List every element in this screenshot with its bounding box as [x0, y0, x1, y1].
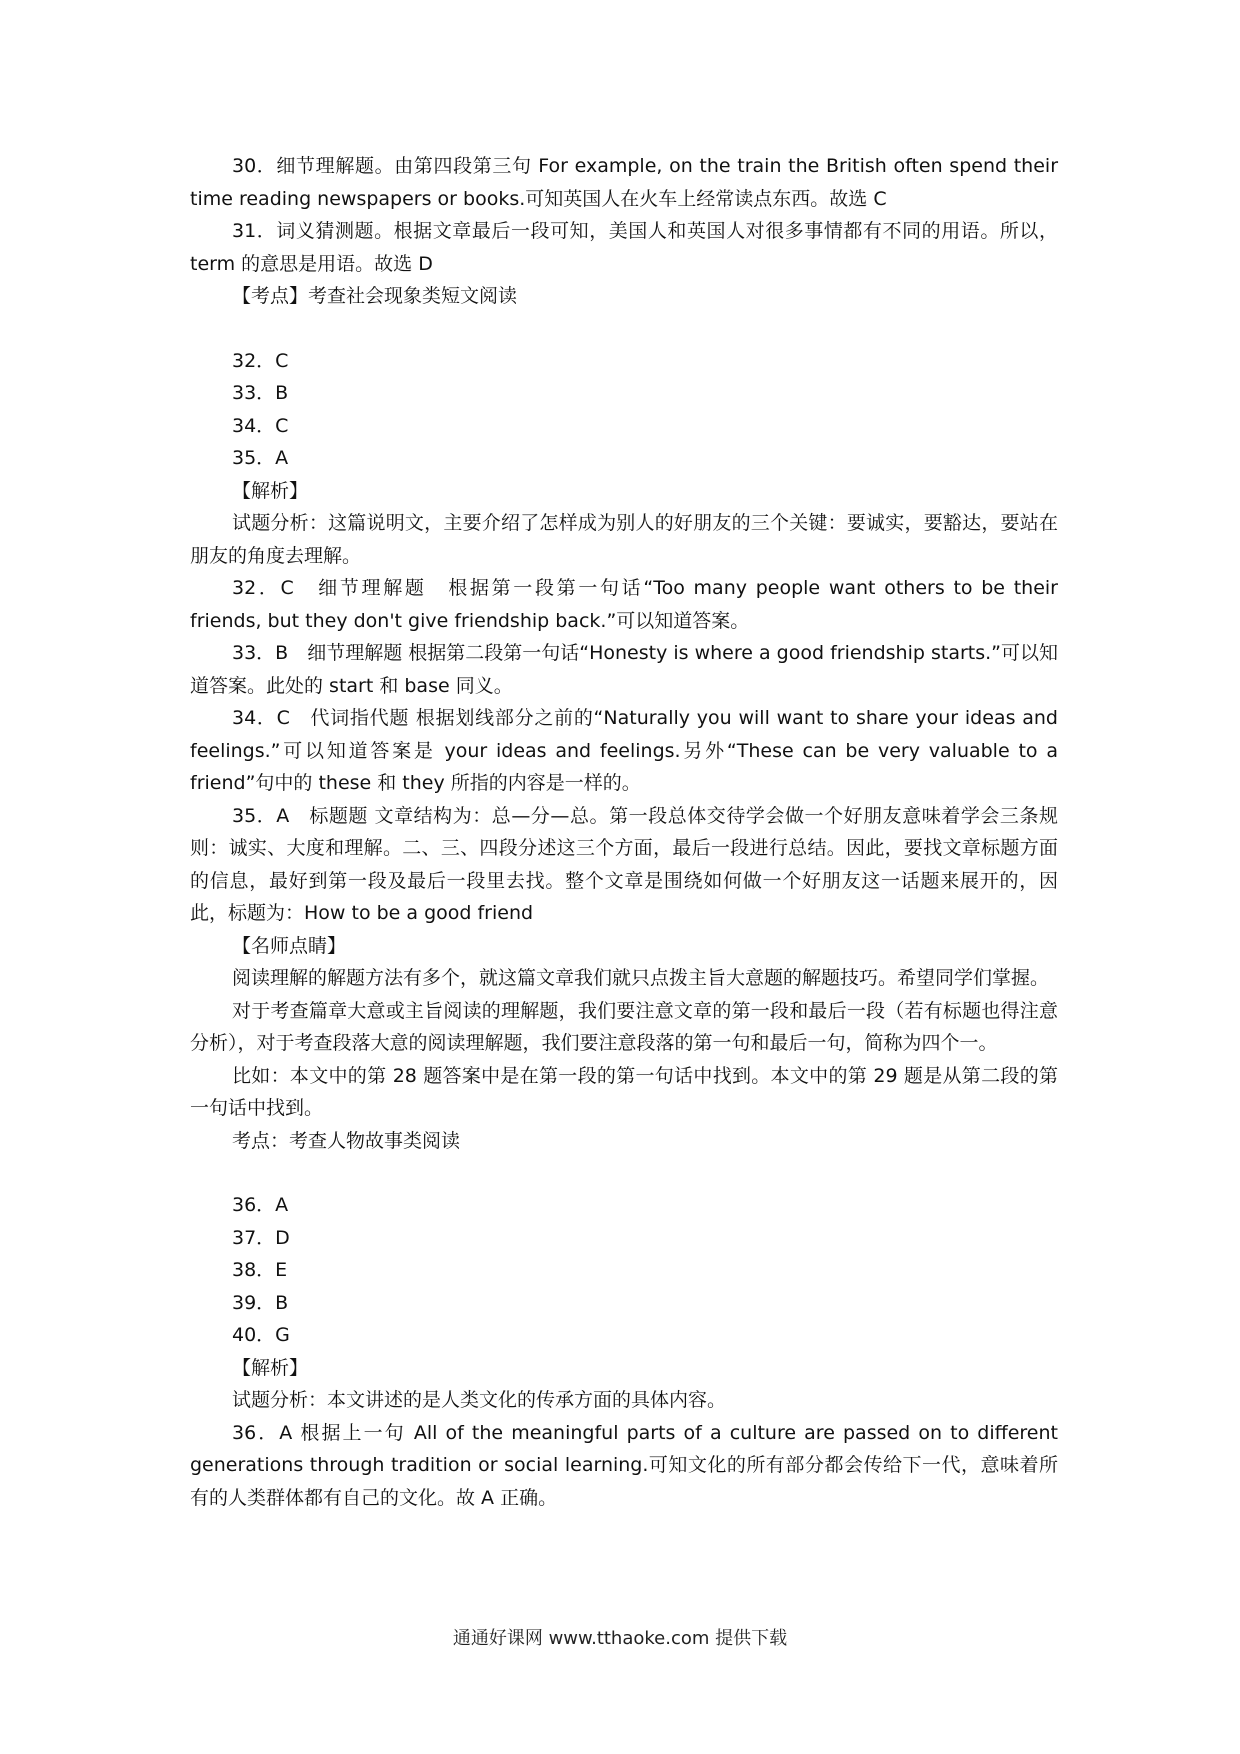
paragraph-spacer: [190, 1157, 1058, 1189]
paragraph: 对于考查篇章大意或主旨阅读的理解题，我们要注意文章的第一段和最后一段（若有标题也得注意分析），对于考查段落大意的阅读理解题，我们要注意段落的第一句和最后一句，简称为四个一。: [190, 999, 1058, 1054]
paragraph: 36．A: [232, 1194, 289, 1216]
paragraph: 33．B: [232, 382, 289, 404]
paragraph: 【考点】考查社会现象类短文阅读: [232, 285, 518, 307]
paragraph: 31．词义猜测题。根据文章最后一段可知，美国人和英国人对很多事情都有不同的用语。所以，term 的意思是用语。故选 D: [190, 220, 1058, 275]
answer-explanations: [190, 150, 1058, 1514]
paragraph: 【解析】: [232, 1356, 309, 1379]
paragraph: 比如：本文中的第 28 题答案中是在第一段的第一句话中找到。本文中的第 29 题是从第二段的第一句话中找到。: [190, 1064, 1058, 1119]
paragraph: 32．C: [232, 349, 289, 372]
paragraph: 30．细节理解题。由第四段第三句 For example, on the train the British often spend their time reading newspapers or books.可知英国人在火车上经常读点东西。故选 C: [190, 155, 1058, 210]
paragraph: 40．G: [232, 1324, 290, 1346]
paragraph: 36．A 根据上一句 All of the meaningful parts of a culture are passed on to different generations through tradition or social learning.可知文化的所有部分都会传给下一代，意味着所有的人类群体都有自己的文化。故 A 正确。: [190, 1421, 1058, 1509]
paragraph-spacer: [190, 313, 1058, 345]
paragraph: 阅读理解的解题方法有多个，就这篇文章我们就只点拨主旨大意题的解题技巧。希望同学们掌握。: [232, 967, 1050, 989]
paragraph: 【解析】: [232, 479, 309, 502]
paragraph: 【名师点睛】: [232, 934, 347, 957]
paragraph: 39．B: [232, 1291, 289, 1314]
paragraph: 37．D: [232, 1226, 290, 1249]
paragraph: 35．A: [232, 447, 289, 469]
paragraph: 考点：考查人物故事类阅读: [232, 1129, 461, 1152]
paragraph: 34．C 代词指代题 根据划线部分之前的“Naturally you will want to share your ideas and feelings.”可以知道答案是 your ideas and feelings.另外“These can be very valuable to a friend”句中的 these 和 they 所指的内容是一样的。: [190, 707, 1058, 794]
paragraph: 33．B 细节理解题 根据第二段第一句话“Honesty is where a good friendship starts.”可以知道答案。此处的 start 和 base 同义。: [190, 642, 1059, 697]
paragraph: 38．E: [232, 1259, 288, 1281]
page-footer: 通通好课网 www.tthaoke.com 提供下载: [452, 1628, 788, 1649]
paragraph: 试题分析：这篇说明文，主要介绍了怎样成为别人的好朋友的三个关键：要诚实，要豁达，要站在朋友的角度去理解。: [190, 512, 1058, 567]
paragraph: 35．A 标题题 文章结构为：总—分—总。第一段总体交待学会做一个好朋友意味着学会三条规则：诚实、大度和理解。二、三、四段分述这三个方面，最后一段进行总结。因此，要找文章标题方面的信息，最好到第一段及最后一段里去找。整个文章是围绕如何做一个好朋友这一话题来展开的，因此，标题为：How to be a good friend: [190, 804, 1058, 924]
paragraph: 32．C 细节理解题 根据第一段第一句话“Too many people want others to be their friends, but they don't give friendship back.”可以知道答案。: [190, 577, 1058, 632]
paragraph: 试题分析：本文讲述的是人类文化的传承方面的具体内容。: [232, 1389, 727, 1411]
paragraph: 34．C: [232, 414, 289, 437]
